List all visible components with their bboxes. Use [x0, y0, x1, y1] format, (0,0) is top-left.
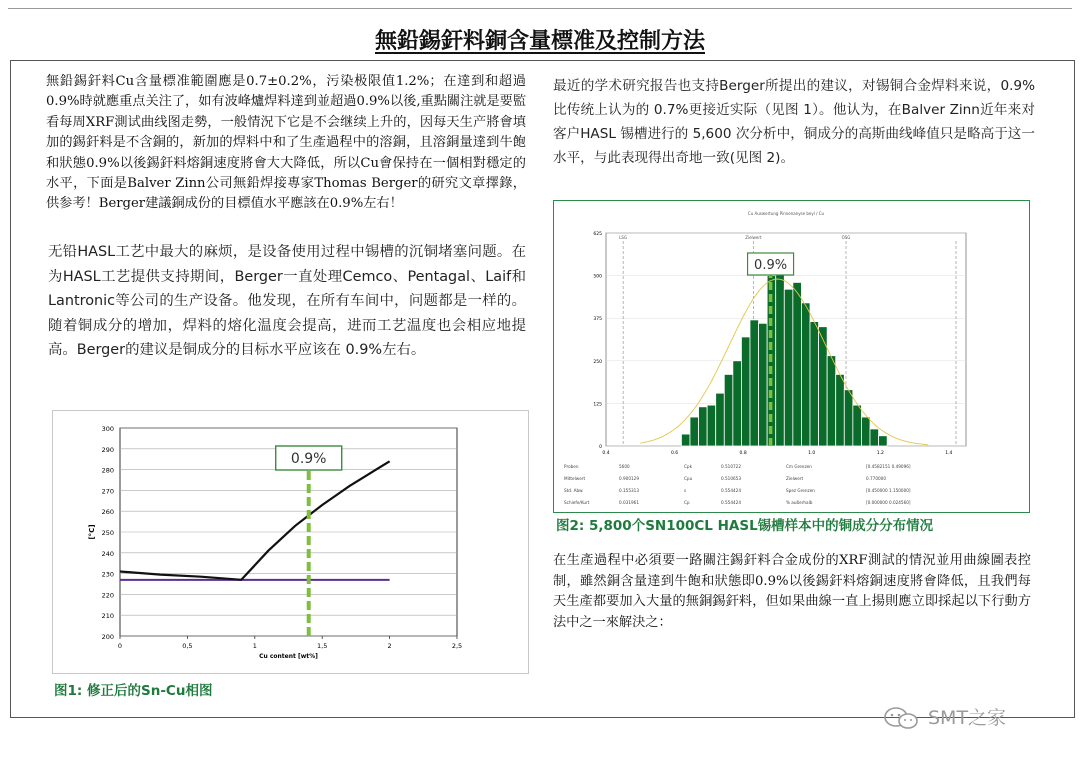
- y-tick-label: 200: [101, 633, 114, 641]
- histogram-bar: [879, 436, 888, 446]
- stats-cell: [0.450000 1.150000]: [866, 488, 911, 493]
- stats-cell: % außerhalb: [786, 500, 813, 505]
- marker-label: 0.9%: [290, 451, 327, 467]
- x-tick-label: 1.0: [808, 451, 816, 456]
- y-tick-label: 500: [593, 274, 602, 280]
- histogram-bar: [870, 429, 879, 446]
- paragraph-traditional-control: 在生產過程中必須要一路關注錫釬料合金成份的XRF測試的情況並用曲線圖表控制，雖然銅含量達到牛飽和狀態即0.9%以後錫釬料熔銅速度將會降低，且我們每天生產都要加入大量的無銅錫釬料，但如果曲線一直上揚則應立即採起以下行動方法中之一來解決之：: [553, 553, 1031, 630]
- stats-cell: Cp: [684, 500, 690, 505]
- histogram-bar: [776, 269, 785, 446]
- stats-cell: 0.554424: [721, 488, 741, 493]
- stats-cell: 0.155313: [619, 488, 639, 493]
- chart-title: Cu Auswertung Pinnenanyse beyl / Cu: [747, 211, 825, 216]
- paragraph-traditional-intro: 無鉛錫釬料Cu含量標准範圍應是0.7±0.2%，污染极限值1.2%；在達到和超過0.9%時就應重点关注了，如有波峰爐焊料達到並超過0.9%以後,重點關注就是要監看每周XRF測试曲线图走勢，一般情況下它是不会继续上升的，因每天生产將會填加的錫釬料是不含銅的，新加的焊料中和了生產過程中的溶銅，且溶銅量達到牛飽和狀態0.9%以後錫釬料熔銅速度將會大大降低，所以Cu會保持在一個相對穩定的水平，下面是Balver Zinn公司無鉛焊接專家Thomas Berger的研究文章擇錄，供参考！Berger建議銅成份的目標值水平應該在0.9%左右！: [46, 74, 527, 212]
- stats-cell: 0.510722: [721, 464, 741, 469]
- stats-cell: Spez Grenzen: [786, 488, 815, 493]
- x-tick-label: 0.6: [670, 451, 679, 456]
- x-tick-label: 0.4: [602, 451, 610, 456]
- paragraph-research-support: 最近的学术研究报告也支持Berger所提出的建议，对锡铜合金焊料来说，0.9%比传统上认为的 0.7%更接近实际（见图 1）。他认为，在Balver Zinn近年来对客户HASL 锡槽进行的 5,600 次分析中，铜成分的高斯曲线峰值只是略高于这一水平，与此表现得出奇地一致(见图 2)。: [553, 78, 1035, 166]
- histogram-bar: [699, 407, 708, 446]
- histogram-bar: [741, 337, 750, 446]
- histogram-bar: [861, 417, 870, 446]
- x-axis-label: Cu content [wt%]: [259, 653, 318, 660]
- figure1-caption: 图1: 修正后的Sn-Cu相图: [54, 683, 213, 699]
- stats-cell: Cpk: [684, 464, 693, 469]
- page-title: 無鉛錫釬料銅含量標准及控制方法: [374, 28, 705, 54]
- top-rule: [8, 8, 1072, 9]
- histogram-bar: [716, 393, 725, 446]
- y-axis-label: [°C]: [88, 524, 96, 540]
- y-tick-label: 300: [101, 425, 114, 433]
- x-tick-label: 2: [387, 642, 392, 650]
- histogram-bar: [690, 417, 699, 446]
- y-tick-label: 270: [101, 487, 114, 496]
- x-tick-label: 2,5: [451, 642, 463, 650]
- stats-cell: Cm Grenzen: [786, 464, 812, 469]
- limit-label: OSG: [841, 235, 851, 240]
- histogram-bar: [853, 405, 862, 446]
- histogram-bar: [844, 390, 853, 446]
- x-tick-label: 1,5: [317, 642, 328, 650]
- histogram-bar: [784, 289, 793, 446]
- y-tick-label: 250: [593, 359, 602, 365]
- stats-cell: Schiefe/Kurt: [564, 500, 590, 505]
- histogram-bar: [681, 434, 690, 446]
- limit-label: Zielwert: [745, 235, 762, 240]
- histogram-bar: [827, 356, 836, 446]
- stats-cell: Proben: [564, 464, 579, 469]
- histogram-bar: [759, 323, 768, 446]
- y-tick-label: 260: [101, 508, 114, 517]
- histogram-bar: [750, 320, 759, 446]
- stats-cell: Zielwert: [786, 476, 804, 481]
- stats-cell: 0.900129: [619, 476, 639, 481]
- x-tick-label: 1.2: [876, 451, 884, 456]
- figure2-caption: 图2: 5,800个SN100CL HASL锡槽样本中的铜成分分布情况: [556, 518, 934, 534]
- figure2-chart: [556, 203, 1026, 508]
- stats-cell: s: [684, 488, 687, 493]
- stats-cell: Std. Abw.: [564, 488, 584, 493]
- stats-cell: 0.510653: [721, 476, 741, 481]
- stats-cell: Mittelwert: [564, 476, 586, 481]
- stats-cell: [0.000000 0.024560]: [866, 500, 911, 505]
- y-tick-label: 125: [593, 402, 602, 408]
- y-tick-label: 210: [101, 612, 114, 621]
- histogram-bar: [733, 361, 742, 446]
- stats-cell: 0.554424: [721, 500, 741, 505]
- histogram-bar: [801, 303, 810, 446]
- y-tick-label: 250: [101, 529, 114, 537]
- wechat-logo-icon: [882, 706, 922, 730]
- histogram-bar: [724, 374, 733, 446]
- figure1-chart: [52, 410, 527, 660]
- y-tick-label: 280: [101, 466, 114, 475]
- x-tick-label: 1: [252, 642, 257, 650]
- y-tick-label: 290: [101, 445, 114, 454]
- stats-cell: 5600: [619, 464, 630, 469]
- limit-label: LSG: [619, 235, 628, 240]
- y-tick-label: 375: [593, 317, 602, 323]
- y-tick-label: 230: [101, 570, 114, 579]
- y-tick-label: 220: [101, 591, 114, 600]
- x-tick-label: 0.8: [739, 451, 747, 456]
- histogram-bar: [810, 322, 819, 446]
- stats-cell: 0.770000: [866, 476, 886, 481]
- y-tick-label: 240: [101, 549, 114, 558]
- stats-cell: 0.031961: [619, 500, 639, 505]
- footer-brand: SMT之家: [928, 707, 1007, 729]
- histogram-bar: [836, 374, 845, 446]
- paragraph-berger-hasl: 无铅HASL工艺中最大的麻烦，是设备使用过程中锡槽的沉铜堵塞问题。在为HASL工艺提供支持期间，Berger一直处理Cemco、Pentagal、Laif和Lantronic等公司的生产设备。他发现，在所有车间中，问题都是一样的。随着铜成分的增加，焊料的熔化温度会提高，进而工艺温度也会相应地提高。Berger的建议是铜成分的目标水平应该在 0.9%左右。: [48, 244, 526, 359]
- marker-label: 0.9%: [754, 258, 788, 273]
- stats-cell: [0.4582151 0.49096]: [866, 464, 911, 469]
- histogram-bar: [707, 405, 716, 446]
- x-tick-label: 0: [117, 642, 123, 650]
- y-tick-label: 0: [599, 445, 602, 450]
- y-tick-label: 625: [593, 232, 602, 237]
- x-tick-label: 1.4: [945, 451, 953, 456]
- histogram-bar: [793, 282, 802, 446]
- x-tick-label: 0,5: [182, 642, 193, 650]
- stats-cell: Cpu: [684, 476, 693, 481]
